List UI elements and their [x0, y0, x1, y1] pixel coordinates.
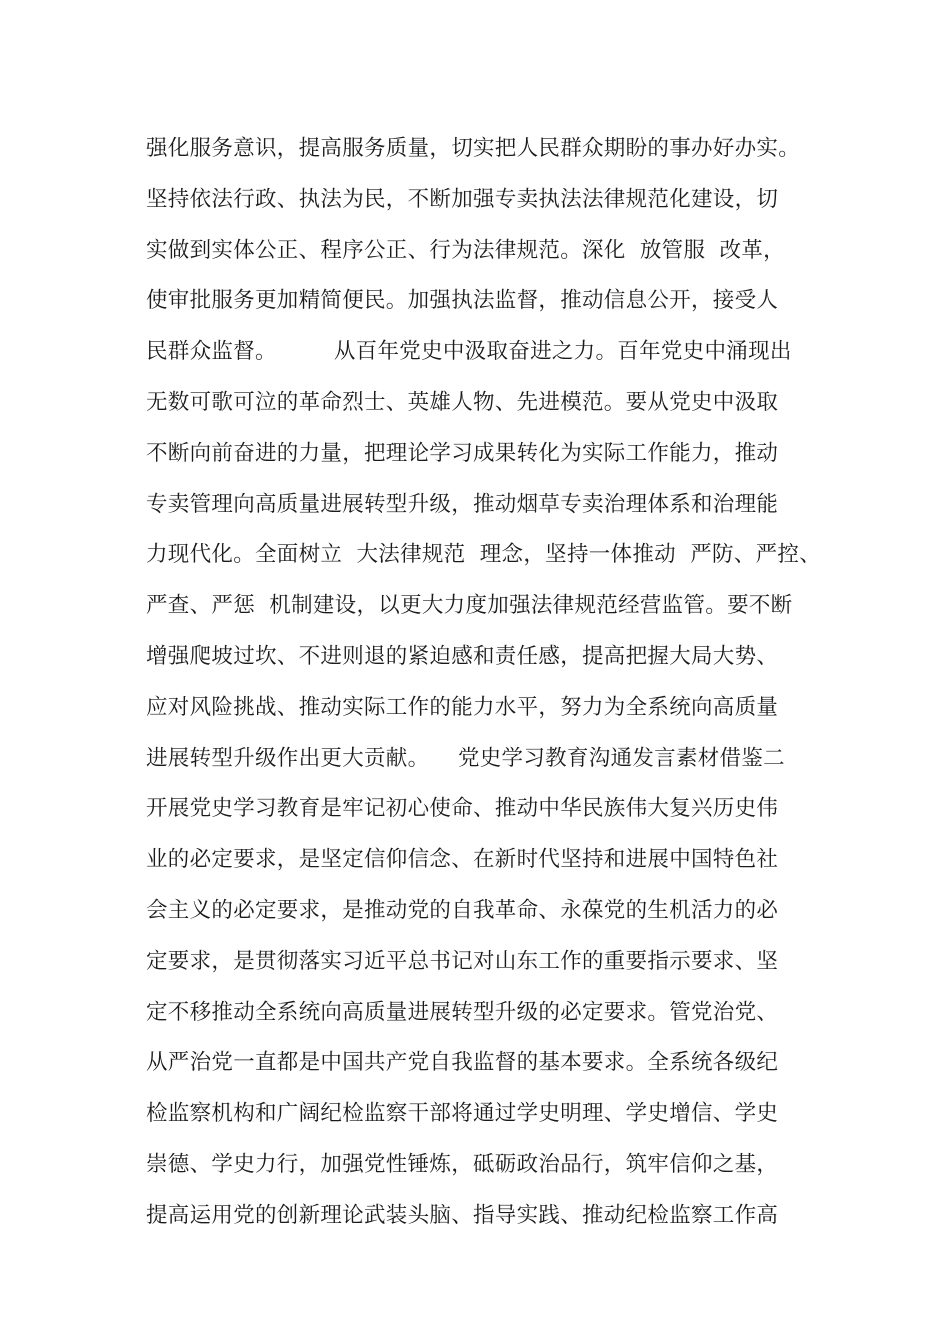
text-line: 无数可歌可泣的革命烈士、英雄人物、先进模范。要从党史中汲取 [146, 389, 779, 415]
text-line: 从严治党一直都是中国共产党自我监督的基本要求。全系统各级纪 [146, 1050, 779, 1076]
text-line: 开展党史学习教育是牢记初心使命、推动中华民族伟大复兴历史伟 [146, 796, 779, 822]
text-line: 增强爬坡过坎、不进则退的紧迫感和责任感，提高把握大局大势、 [146, 643, 779, 669]
text-line: 会主义的必定要求，是推动党的自我革命、永葆党的生机活力的必 [146, 897, 779, 923]
text-line: 使审批服务更加精简便民。加强执法监督，推动信息公开，接受人 [146, 288, 779, 314]
text-line: 专卖管理向高质量进展转型升级，推动烟草专卖治理体系和治理能 [146, 491, 779, 517]
text-line: 坚持依法行政、执法为民，不断加强专卖执法法律规范化建设，切 [146, 186, 779, 212]
text-line: 民群众监督。 从百年党史中汲取奋进之力。百年党史中涌现出 [146, 339, 792, 365]
text-line: 提高运用党的创新理论武装头脑、指导实践、推动纪检监察工作高 [146, 1202, 779, 1228]
text-line: 强化服务意识，提高服务质量，切实把人民群众期盼的事办好办实。 [146, 136, 801, 161]
text-line: 进展转型升级作出更大贡献。 党史学习教育沟通发言素材借鉴二 [146, 745, 785, 771]
text-line: 严查、严惩 机制建设，以更大力度加强法律规范经营监管。要不断 [146, 593, 793, 619]
body-text [146, 131, 846, 1249]
text-line: 定不移推动全系统向高质量进展转型升级的必定要求。管党治党、 [146, 999, 779, 1025]
text-line: 实做到实体公正、程序公正、行为法律规范。深化 放管服 改革， [146, 237, 785, 263]
text-line: 应对风险挑战、推动实际工作的能力水平，努力为全系统向高质量 [146, 694, 779, 720]
text-line: 业的必定要求，是坚定信仰信念、在新时代坚持和进展中国特色社 [146, 847, 779, 873]
text-line: 定要求，是贯彻落实习近平总书记对山东工作的重要指示要求、坚 [146, 948, 779, 974]
text-line: 崇德、学史力行，加强党性锤炼，砥砺政治品行，筑牢信仰之基， [146, 1151, 779, 1177]
text-line: 力现代化。全面树立 大法律规范 理念，坚持一体推动 严防、严控、 [146, 542, 822, 568]
text-line: 不断向前奋进的力量，把理论学习成果转化为实际工作能力，推动 [146, 440, 779, 466]
text-line: 检监察机构和广阔纪检监察干部将通过学史明理、学史增信、学史 [146, 1101, 779, 1127]
